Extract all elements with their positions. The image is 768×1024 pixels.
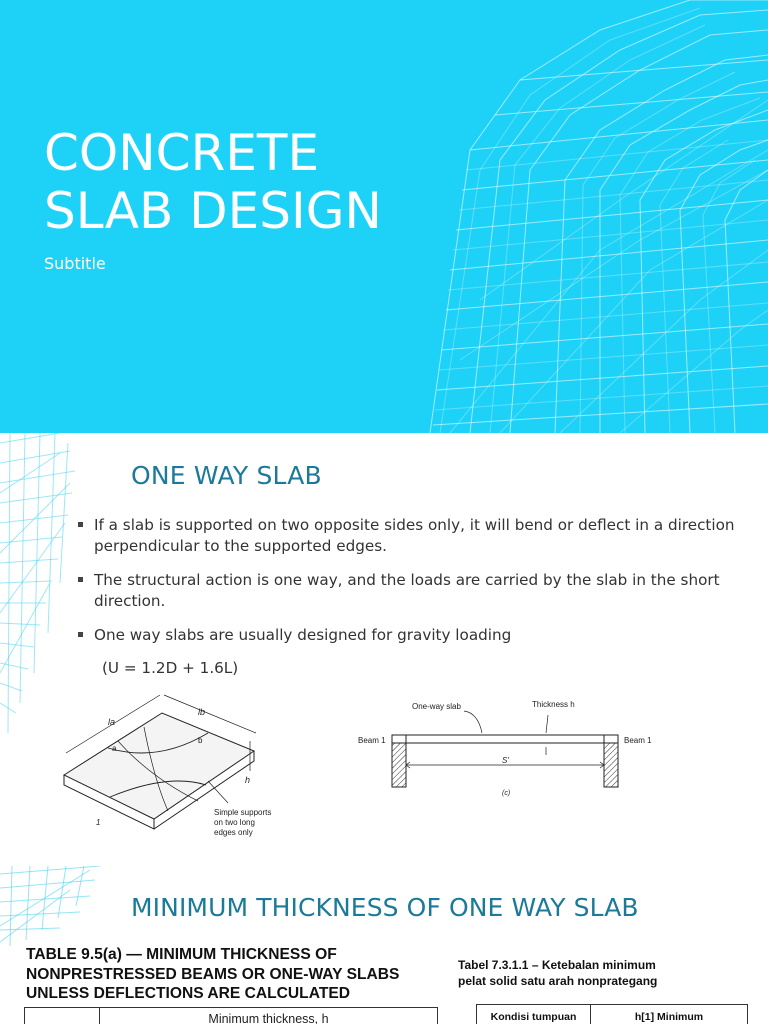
bullet-list	[78, 515, 738, 659]
label-beam-left: Beam 1	[358, 736, 386, 745]
table-header-kondisi-tumpuan: Kondisi tumpuan	[477, 1005, 591, 1024]
label-lb: lb	[198, 707, 206, 717]
table-title-line: NONPRESTRESSED BEAMS OR ONE-WAY SLABS	[26, 965, 400, 983]
table-9-5a	[24, 1007, 438, 1024]
label-thickness: Thickness h	[532, 700, 575, 709]
square-bullet-icon	[78, 577, 83, 582]
label-panel: (c)	[502, 790, 511, 797]
table-header-min-thickness: Minimum thickness, h	[208, 1012, 329, 1024]
label-la: la	[108, 717, 116, 727]
table-title-line: Tabel 7.3.1.1 – Ketebalan minimum	[458, 958, 656, 972]
support-caption-1: Simple supports	[214, 808, 272, 817]
label-1: 1	[96, 818, 101, 827]
list-item	[78, 625, 738, 646]
table-title-line: UNLESS DEFLECTIONS ARE CALCULATED	[26, 985, 351, 1002]
slide-heading: MINIMUM THICKNESS OF ONE WAY SLAB	[131, 893, 639, 922]
building-wireframe-decoration	[0, 866, 110, 946]
tabel-7-3-1-1	[476, 1004, 748, 1024]
presentation-title	[44, 124, 382, 240]
table-header-cell-empty	[25, 1008, 100, 1024]
square-bullet-icon	[78, 522, 83, 527]
table-9-5a-title	[26, 945, 446, 1004]
label-b: b	[198, 736, 203, 745]
title-line-1: CONCRETE	[44, 124, 320, 182]
table-title-line: TABLE 9.5(a) — MINIMUM THICKNESS OF	[26, 946, 337, 963]
bullet-text: If a slab is supported on two opposite sides only, it will bend or deflect in a direction perpendicular to the supported edges.	[94, 516, 735, 555]
support-caption-2: on two long	[214, 818, 255, 827]
bullet-text: The structural action is one way, and the loads are carried by the slab in the short direction.	[94, 571, 720, 610]
label-h: h	[245, 775, 251, 785]
label-one-way-slab: One-way slab	[412, 702, 461, 711]
tabel-7-3-1-1-title	[458, 958, 748, 989]
slide-heading: ONE WAY SLAB	[131, 461, 322, 490]
list-item	[78, 515, 738, 557]
one-way-slab-isometric-figure	[58, 693, 288, 853]
table-header-h-minimum: h[1] Minimum	[634, 1011, 704, 1023]
title-slide	[0, 0, 768, 433]
load-combination-formula: (U = 1.2D + 1.6L)	[102, 659, 239, 677]
label-span: S'	[502, 756, 509, 765]
title-line-2: SLAB DESIGN	[44, 182, 382, 240]
presentation-subtitle: Subtitle	[44, 254, 106, 273]
minimum-thickness-slide	[0, 866, 768, 1024]
list-item	[78, 570, 738, 612]
label-beam-right: Beam 1	[624, 736, 652, 745]
bullet-text: One way slabs are usually designed for gravity loading	[94, 626, 512, 644]
table-title-line: pelat solid satu arah nonprategang	[458, 973, 658, 988]
support-caption-3: edges only	[214, 828, 253, 837]
one-way-slab-section-figure	[352, 695, 682, 805]
one-way-slab-slide	[0, 433, 768, 866]
square-bullet-icon	[78, 632, 83, 637]
label-a: a	[112, 744, 117, 753]
